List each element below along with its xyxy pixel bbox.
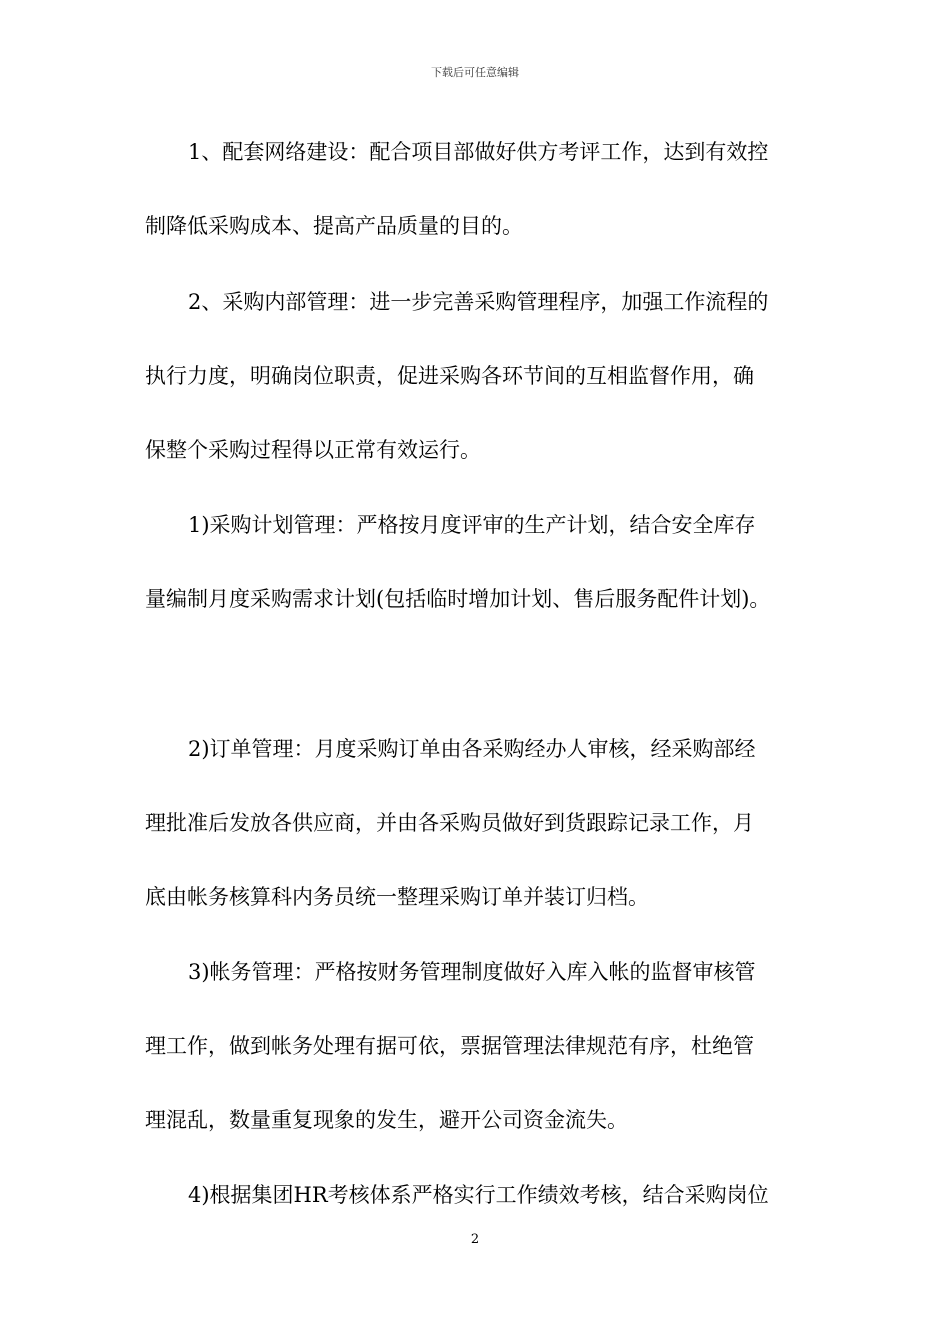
text-line: 理混乱，数量重复现象的发生，避开公司资金流失。: [145, 1108, 628, 1132]
text-line: 2)订单管理：月度采购订单由各采购经办人审核，经采购部经: [188, 737, 756, 761]
text-line: 量编制月度采购需求计划(包括临时增加计划、售后服务配件计划)。: [145, 587, 771, 611]
text-line: 执行力度，明确岗位职责，促进采购各环节间的互相监督作用，确: [145, 364, 754, 388]
text-line: 底由帐务核算科内务员统一整理采购订单并装订归档。: [145, 885, 649, 909]
text-line: 2、采购内部管理：进一步完善采购管理程序，加强工作流程的: [188, 290, 769, 314]
text-line: 保整个采购过程得以正常有效运行。: [145, 438, 481, 462]
text-line: 4)根据集团HR考核体系严格实行工作绩效考核，结合采购岗位: [188, 1183, 769, 1207]
page-number: 2: [470, 1232, 480, 1247]
page-header: 下载后可任意编辑: [431, 66, 519, 79]
text-line: 制降低采购成本、提高产品质量的目的。: [145, 214, 523, 238]
text-line: 1)采购计划管理：严格按月度评审的生产计划，结合安全库存: [188, 513, 756, 537]
text-line: 1、配套网络建设：配合项目部做好供方考评工作，达到有效控: [188, 140, 769, 164]
text-line: 理工作，做到帐务处理有据可依，票据管理法律规范有序，杜绝管: [145, 1034, 754, 1058]
text-line: 理批准后发放各供应商，并由各采购员做好到货跟踪记录工作，月: [145, 811, 754, 835]
text-line: 3)帐务管理：严格按财务管理制度做好入库入帐的监督审核管: [188, 960, 756, 984]
